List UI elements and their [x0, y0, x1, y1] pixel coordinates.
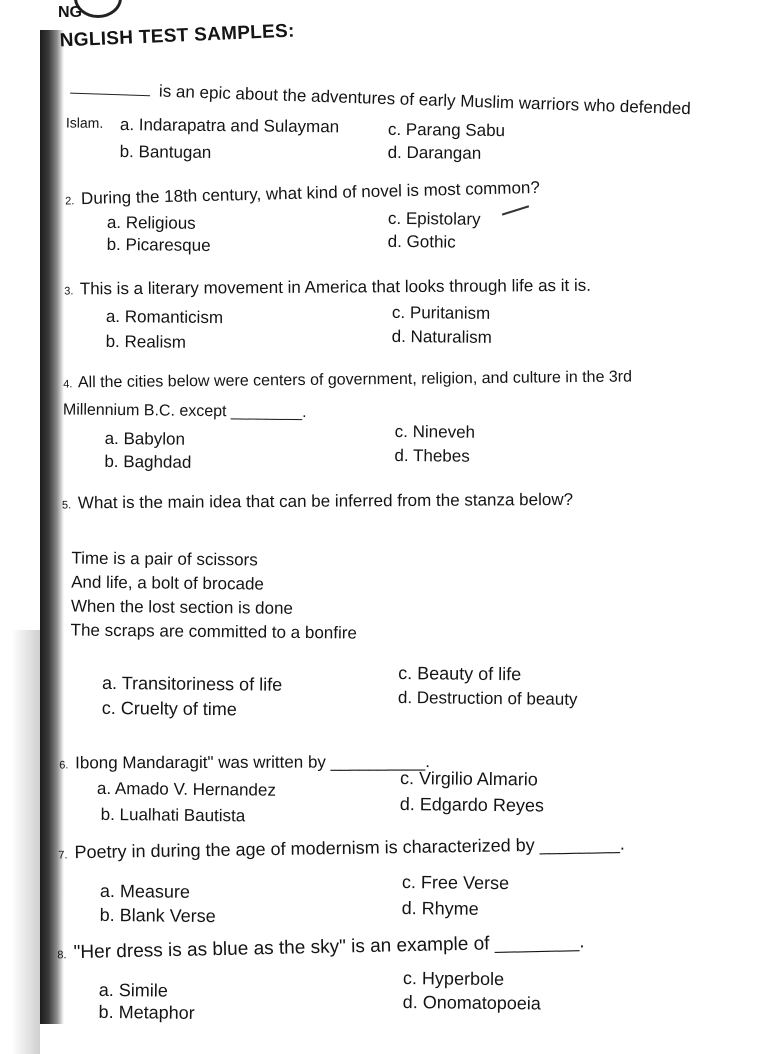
poem-line: Time is a pair of scissors — [71, 548, 258, 570]
option-c: c. Virgilio Almario — [399, 768, 538, 790]
option-d: d. Darangan — [387, 142, 482, 163]
option-a: a. Transitoriness of life — [101, 672, 283, 695]
question-number: 5. — [61, 499, 72, 512]
question-number: 8. — [57, 949, 67, 962]
question-stem: Ibong Mandaragit" was written by __________. — [75, 752, 430, 773]
question-stem-cont: Islam. — [65, 114, 104, 131]
question-stem: This is a literary movement in America that looks through life as it is. — [79, 275, 592, 299]
poem-line: And life, a bolt of brocade — [71, 572, 265, 594]
option-a: a. Religious — [106, 212, 196, 233]
option-a: a. Babylon — [104, 428, 186, 449]
answer-blank — [70, 93, 150, 97]
question-stem: What is the main idea that can be inferred from the stanza below? — [77, 489, 574, 513]
option-b: b. Picaresque — [106, 234, 211, 256]
option-d: d. Rhyme — [401, 898, 479, 919]
option-b: b. Bantugan — [119, 142, 212, 163]
option-c: c. Parang Sabu — [387, 119, 506, 141]
question-stem: is an epic about the adventures of early Muslim warriors who defended — [158, 81, 692, 119]
option-c: c. Hyperbole — [402, 968, 505, 990]
poem-line: When the lost section is done — [70, 596, 294, 618]
option-b: b. Baghdad — [104, 451, 192, 472]
question-stem: Poetry in during the age of modernism is characterized by ________. — [74, 833, 625, 863]
question-stem: All the cities below were centers of government, religion, and culture in the 3rd — [77, 368, 633, 392]
option-a: a. Indarapatra and Sulayman — [119, 115, 340, 137]
option-b: b. Metaphor — [98, 1001, 195, 1023]
option-c: c. Beauty of life — [398, 662, 522, 685]
poem-stanza — [70, 547, 357, 646]
question-number: 2. — [65, 195, 75, 208]
question-number: 6. — [59, 759, 69, 772]
option-d: d. Edgardo Reyes — [399, 794, 545, 816]
option-b: c. Cruelty of time — [101, 697, 237, 720]
question-number: 7. — [58, 849, 68, 862]
option-d: d. Naturalism — [391, 326, 492, 347]
option-a: a. Measure — [99, 880, 191, 902]
option-b: b. Blank Verse — [99, 904, 216, 927]
pen-mark — [502, 205, 532, 225]
option-a: a. Romanticism — [105, 306, 224, 328]
option-d: d. Thebes — [394, 445, 470, 466]
option-a: a. Amado V. Hernandez — [96, 778, 277, 800]
option-c: c. Nineveh — [394, 421, 476, 442]
page-title: NGLISH TEST SAMPLES: — [59, 20, 296, 52]
question-number: 3. — [64, 285, 74, 298]
question-stem-cont: Millennium B.C. except ________. — [62, 401, 307, 422]
option-c: c. Puritanism — [391, 302, 491, 323]
question-stem: During the 18th century, what kind of novel is most common? — [80, 177, 541, 209]
question-number: 4. — [63, 378, 73, 391]
option-b: b. Realism — [105, 331, 187, 352]
question-stem: "Her dress is as blue as the sky" is an example of ________. — [73, 931, 585, 964]
option-d: d. Gothic — [387, 231, 456, 252]
option-b: b. Lualhati Bautista — [100, 804, 246, 826]
option-d: d. Onomatopoeia — [402, 992, 541, 1014]
option-a: a. Simile — [98, 979, 168, 1001]
option-c: c. Free Verse — [401, 872, 510, 894]
option-d: d. Destruction of beauty — [397, 687, 578, 709]
poem-line: The scraps are committed to a bonfire — [70, 620, 358, 643]
header-logo-text: NG — [58, 4, 82, 21]
option-c: c. Epistolary — [387, 208, 481, 229]
